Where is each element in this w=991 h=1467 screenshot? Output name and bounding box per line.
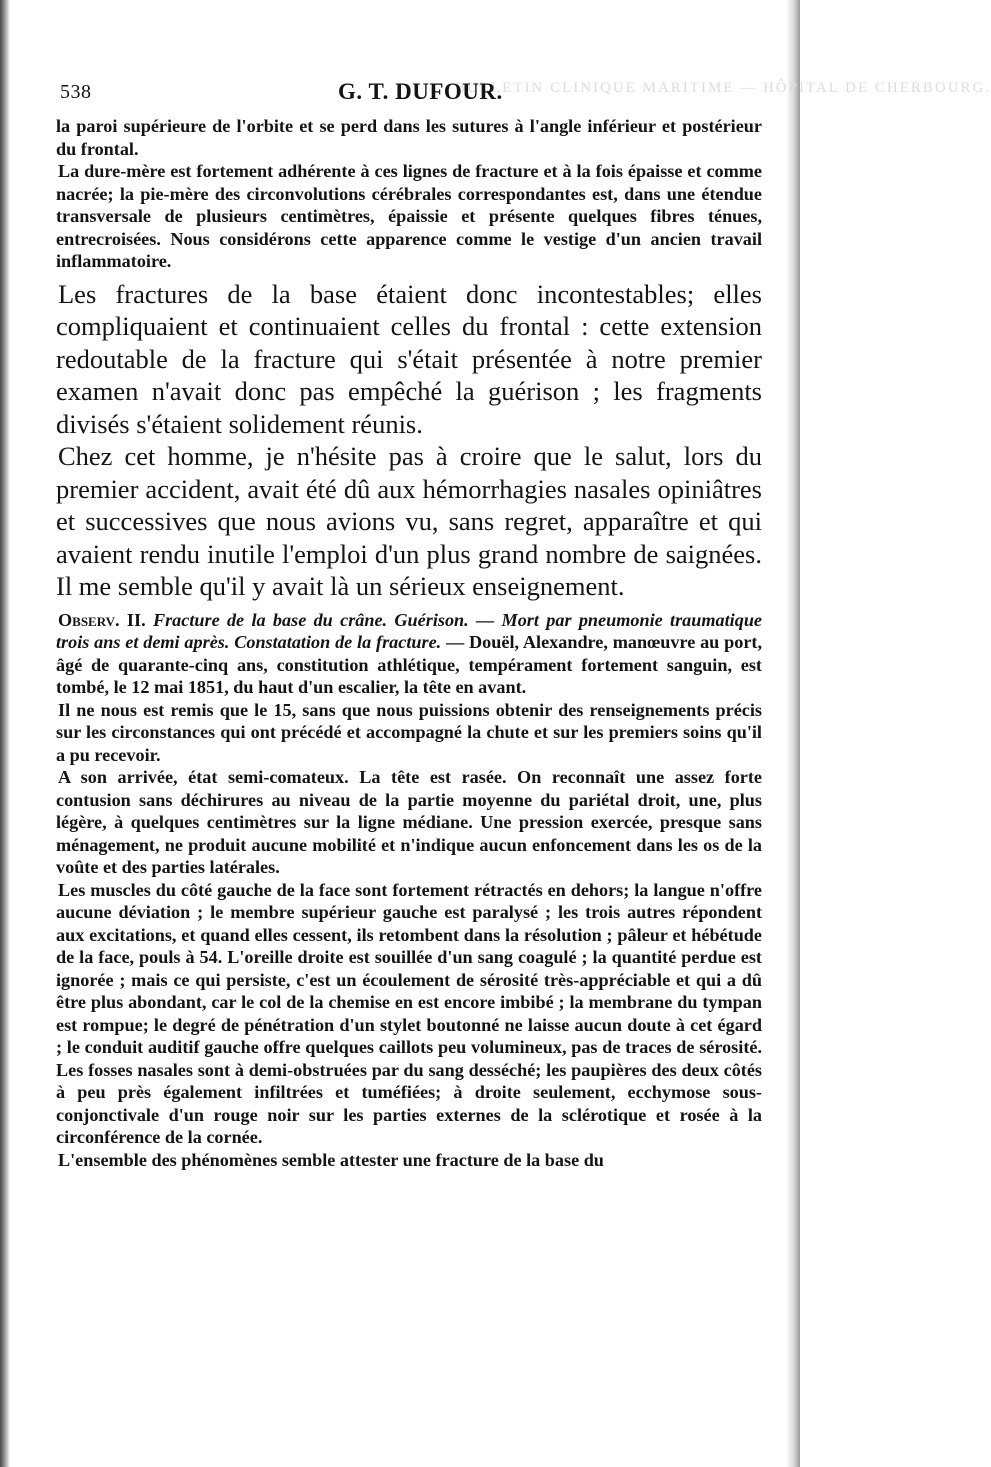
running-title: G. T. DUFOUR.: [338, 79, 503, 104]
paragraph-base-fractures: Les fractures de la base étaient donc incontestables; elles compliquaient et continuaient celles du frontal : cette extension redoutable de la fracture qui s'était présentée à notre premier examen n'avait donc pas empêché la guérison ; les fragments divisés s'étaient solidement réunis.: [56, 278, 762, 439]
paragraph-arrival: A son arrivée, état semi-comateux. La tête est rasée. On reconnaît une assez forte contusion sans déchirures au niveau de la partie moyenne du pariétal droit, une, plus légère, à quelques centimètres sur la ligne médiane. Une pression exercée, presque sans ménagement, ne produit aucune mobilité et n'indique aucun enfoncement dans les os de la voûte et des parties latérales.: [56, 767, 762, 877]
paragraph-conclusion: L'ensemble des phénomènes semble attester une fracture de la base du: [58, 1149, 604, 1170]
observation-title: Fracture de la base du crâne. Guérison. — Mort par pneumonie traumatique trois ans et demi après. Constatation de la fracture.: [56, 609, 763, 652]
page-edge-shadow-right: [786, 0, 800, 1467]
observation-intro: — Douël, Alexandre, manœuvre au port, âgé de quarante-cinq ans, constitution athlétique, tempérament fortement sanguin, est tombé, le 12 mai 1851, du haut d'un escalier, la tête en avant.: [56, 632, 763, 697]
paragraph-orbit: la paroi supérieure de l'orbite et se perd dans les sutures à l'angle inférieur et postérieur du frontal.: [56, 116, 762, 159]
page-body: [56, 115, 762, 1171]
paragraph-dura-mater: La dure-mère est fortement adhérente à ces lignes de fracture et à la fois épaisse et comme nacrée; la pie-mère des circonvolutions cérébrales correspondantes est, dans une étendue transversale de plusieurs centimètres, épaissie et présente quelques fibres ténues, entrecroisées. Nous considérons cette apparence comme le vestige d'un ancien travail inflammatoire.: [56, 161, 762, 271]
paragraph-symptoms: Les muscles du côté gauche de la face sont fortement rétractés en dehors; la langue n'offre aucune déviation ; le membre supérieur gauche est paralysé ; les trois autres répondent aux excitations, et quand elles cessent, ils retombent dans la résolution ; pâleur et hébétude de la face, pouls à 54. L'oreille droite est souillée d'un sang coagulé ; la quantité perdue est ignorée ; mais ce qui persiste, c'est un écoulement de sérosité très-appréciable et qui a dû être plus abondant, car le col de la chemise en est encore imbibé ; la membrane du tympan est rompue; le degré de pénétration d'un stylet boutonné ne laisse aucun doute à cet égard ; le conduit auditif gauche offre quelques caillots peu volumineux, pas de traces de sérosité. Les fosses nasales sont à demi-obstruées par du sang desséché; les paupières des deux côtés à peu près également infiltrées et tuméfiées; à droite seulement, ecchymose sous-conjonctivale d'un rouge noir sur les parties externes de la sclérotique et rosée à la circonférence de la cornée.: [56, 879, 762, 1147]
paragraph-hemorrhages: Chez cet homme, je n'hésite pas à croire que le salut, lors du premier accident, avait été dû aux hémorrhagies nasales opiniâtres et successives que nous avions vu, sans regret, apparaître et qui avaient rendu inutile l'emploi d'un plus grand nombre de saignées. Il me semble qu'il y avait là un sérieux enseignement.: [56, 441, 762, 601]
observation-label: Observ. II.: [58, 609, 146, 630]
page-number: 538: [60, 81, 92, 103]
paragraph-admission: Il ne nous est remis que le 15, sans que nous puissions obtenir des renseignements précis sur les circonstances qui ont précédé et accompagné la chute et sur les premiers soins qu'il a pu recevoir.: [56, 699, 762, 765]
bleed-through-text: BULLETIN CLINIQUE MARITIME — HÔPITAL DE CHERBOURG.: [455, 80, 991, 96]
page-edge-shadow-left: [0, 0, 10, 1467]
page-header: [56, 75, 762, 111]
observation-heading: [56, 609, 762, 699]
